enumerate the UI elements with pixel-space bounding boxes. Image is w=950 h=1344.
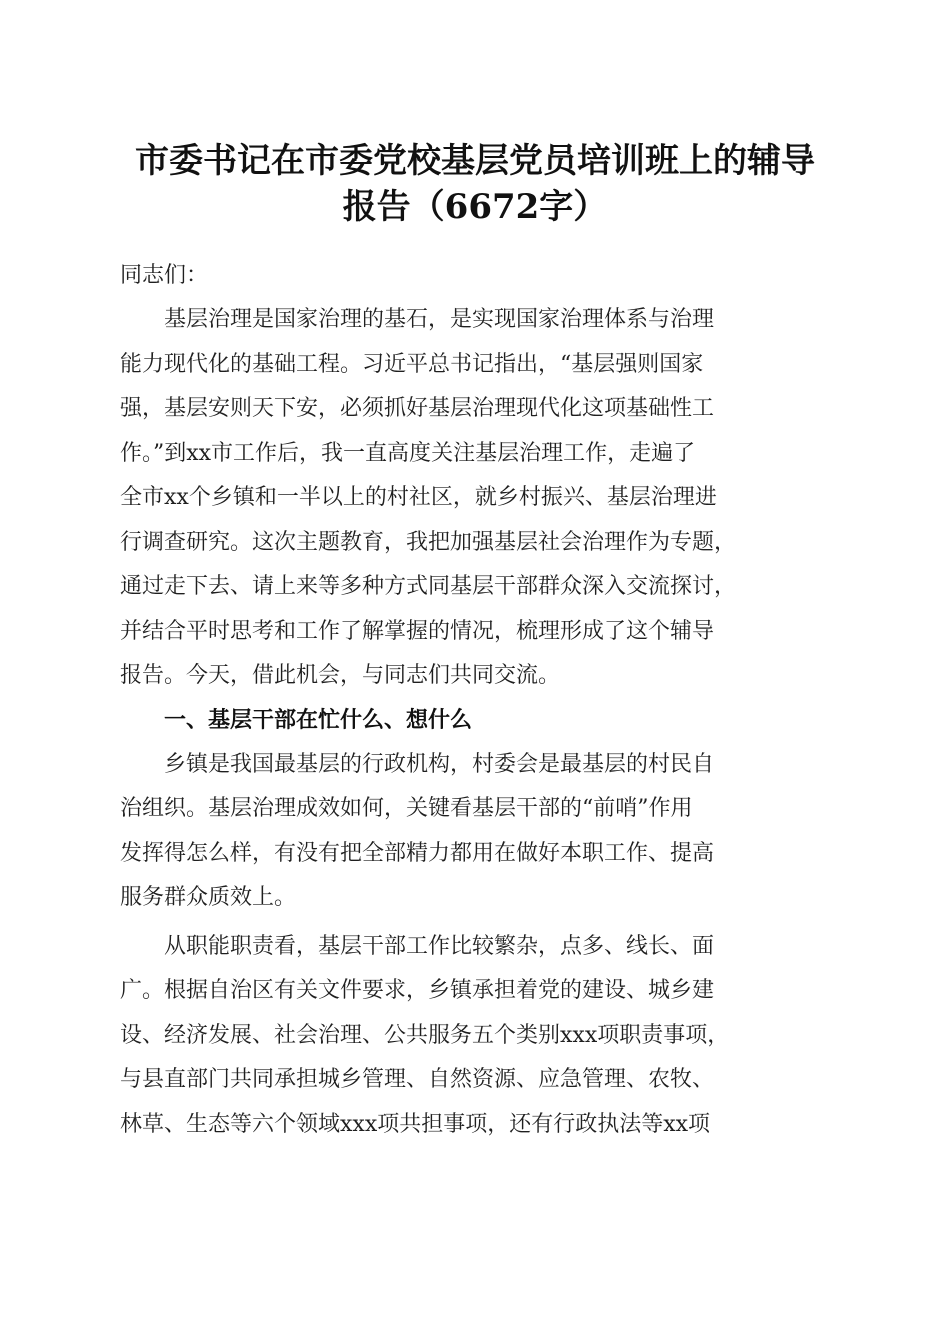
paragraph-intro bbox=[120, 298, 832, 699]
paragraph-line: 通过走下去、请上来等多种方式同基层干部群众深入交流探讨， bbox=[120, 574, 737, 599]
salutation: 同志们： bbox=[120, 263, 209, 288]
document-body bbox=[120, 254, 832, 1147]
paragraph-line: 全市xx个乡镇和一半以上的村社区，就乡村振兴、基层治理进 bbox=[120, 485, 717, 510]
paragraph-line: 与县直部门共同承担城乡管理、自然资源、应急管理、农牧、 bbox=[120, 1067, 715, 1092]
paragraph-line: 并结合平时思考和工作了解掌握的情况，梳理形成了这个辅导 bbox=[120, 618, 715, 644]
paragraph-line: 基层治理是国家治理的基石，是实现国家治理体系与治理 bbox=[164, 307, 715, 332]
paragraph-line: 报告。今天，借此机会，与同志们共同交流。 bbox=[120, 663, 561, 688]
title-line-1: 市委书记在市委党校基层党员培训班上的辅导 bbox=[135, 141, 815, 181]
paragraph-line: 行调查研究。这次主题教育，我把加强基层社会治理作为专题， bbox=[120, 529, 737, 555]
paragraph-line: 乡镇是我国最基层的行政机构，村委会是最基层的村民自 bbox=[164, 751, 715, 777]
paragraph-line: 设、经济发展、社会治理、公共服务五个类别xxx项职责事项， bbox=[120, 1022, 730, 1048]
title-line-2: 报告（6672字） bbox=[342, 187, 608, 227]
document-title bbox=[100, 138, 850, 230]
paragraph-township bbox=[120, 743, 832, 921]
paragraph-line: 强，基层安则天下安，必须抓好基层治理现代化这项基础性工 bbox=[120, 396, 715, 421]
paragraph-line: 林草、生态等六个领域xxx项共担事项，还有行政执法等xx项 bbox=[120, 1111, 711, 1137]
section-heading-1: 一、基层干部在忙什么、想什么 bbox=[164, 707, 473, 733]
paragraph-duties bbox=[120, 925, 832, 1148]
paragraph-line: 服务群众质效上。 bbox=[120, 885, 297, 910]
paragraph-line: 能力现代化的基础工程。习近平总书记指出，“基层强则国家 bbox=[120, 351, 704, 377]
paragraph-line: 广。根据自治区有关文件要求，乡镇承担着党的建设、城乡建 bbox=[120, 978, 715, 1003]
paragraph-line: 治组织。基层治理成效如何，关键看基层干部的“前哨”作用 bbox=[120, 796, 693, 821]
paragraph-line: 发挥得怎么样，有没有把全部精力都用在做好本职工作、提高 bbox=[120, 840, 715, 866]
paragraph-line: 从职能职责看，基层干部工作比较繁杂，点多、线长、面 bbox=[164, 933, 715, 959]
paragraph-line: 作。”到xx市工作后，我一直高度关注基层治理工作，走遍了 bbox=[120, 440, 696, 466]
